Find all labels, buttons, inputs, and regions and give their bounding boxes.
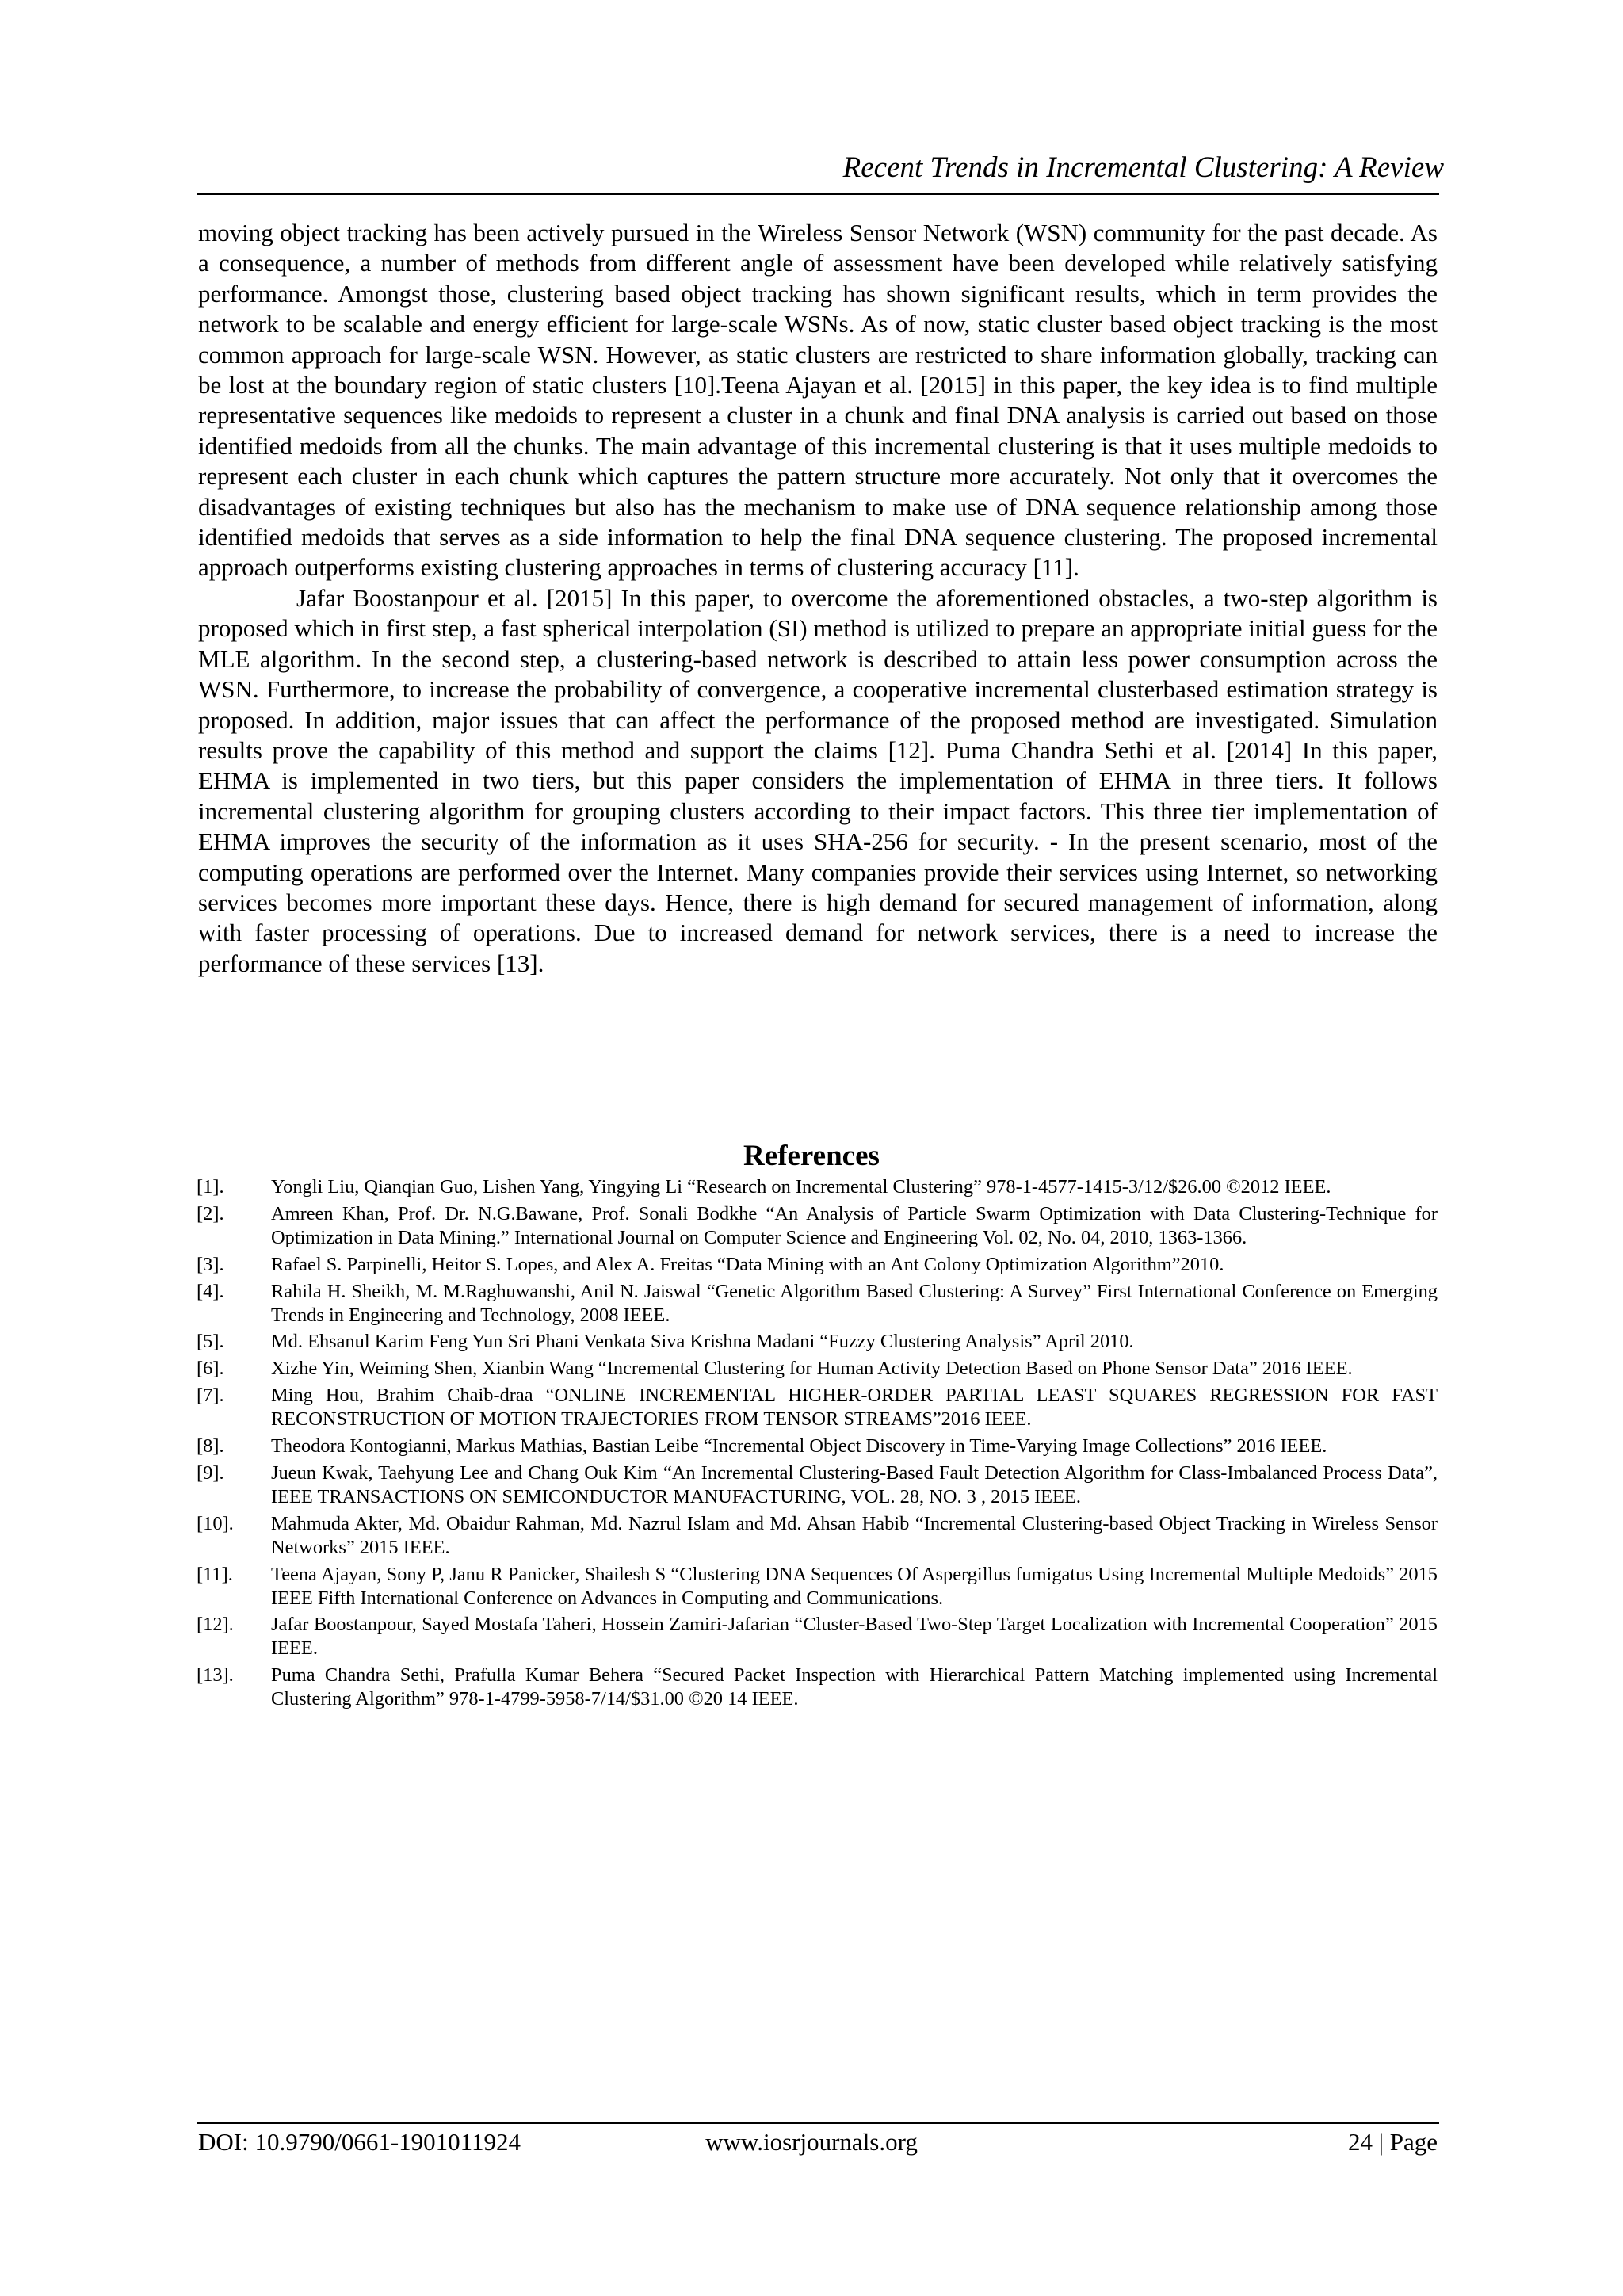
reference-item <box>197 1613 1438 1660</box>
references-heading: References <box>743 1140 880 1172</box>
reference-item <box>197 1664 1438 1711</box>
body-paragraph: moving object tracking has been actively pursued in the Wireless Sensor Network (WSN) community for the past decade. As a consequence, a number of methods from different angle of assessment have been developed while relatively satisfying performance. Amongst those, clustering based object tracking has shown significant results, which in term provides the network to be scalable and energy efficient for large-scale WSNs. As of now, static cluster based object tracking is the most common approach for large-scale WSN. However, as static clusters are restricted to share information globally, tracking can be lost at the boundary region of static clusters [10].Teena Ajayan et al. [2015] in this paper, the key idea is to find multiple representative sequences like medoids to represent a cluster in a chunk and final DNA analysis is carried out based on those identified medoids from all the chunks. The main advantage of this incremental clustering is that it uses multiple medoids to represent each cluster in each chunk which captures the pattern structure more accurately. Not only that it overcomes the disadvantages of existing techniques but also has the mechanism to make use of DNA sequence relationship among those identified medoids that serves as a side information to help the final DNA sequence clustering. The proposed incremental approach outperforms existing clustering approaches in terms of clustering accuracy [11]. <box>198 219 1438 582</box>
reference-item <box>197 1280 1438 1328</box>
reference-item <box>197 1175 1438 1199</box>
reference-number: [6]. <box>197 1358 224 1380</box>
reference-item <box>197 1512 1438 1560</box>
reference-number: [4]. <box>197 1280 224 1302</box>
reference-number: [8]. <box>197 1435 224 1457</box>
reference-number: [2]. <box>197 1202 224 1224</box>
reference-text: Jueun Kwak, Taehyung Lee and Chang Ouk Kim “An Incremental Clustering-Based Fault Detection Algorithm for Class-Imbalanced Process Data”, IEEE TRANSACTIONS ON SEMICONDUCTOR MANUFACTURING, VOL. 28, NO. 3 , 2015 IEEE. <box>271 1461 1438 1507</box>
reference-item <box>197 1330 1438 1354</box>
reference-text: Amreen Khan, Prof. Dr. N.G.Bawane, Prof. Sonali Bodkhe “An Analysis of Particle Swarm Optimization with Data Clustering-Technique for Optimization in Data Mining.” International Journal on Computer Science and Engineering Vol. 02, No. 04, 2010, 1363-1366. <box>271 1202 1438 1248</box>
reference-number: [3]. <box>197 1253 224 1275</box>
reference-text: Rahila H. Sheikh, M. M.Raghuwanshi, Anil N. Jaiswal “Genetic Algorithm Based Clustering: A Survey” First International Conference on Emerging Trends in Engineering and Technology, 2008 IEEE. <box>271 1280 1438 1326</box>
reference-text: Jafar Boostanpour, Sayed Mostafa Taheri, Hossein Zamiri-Jafarian “Cluster-Based Two-Step Target Localization with Incremental Cooperation” 2015 IEEE. <box>271 1614 1438 1660</box>
footer-rule <box>197 2122 1439 2124</box>
reference-number: [12]. <box>197 1614 234 1636</box>
footer-page-number: 24 | Page <box>1348 2128 1438 2156</box>
reference-number: [7]. <box>197 1385 224 1407</box>
reference-item <box>197 1563 1438 1610</box>
reference-item <box>197 1357 1438 1381</box>
reference-item <box>197 1435 1438 1458</box>
body-paragraph: Jafar Boostanpour et al. [2015] In this paper, to overcome the aforementioned obstacles, a two-step algorithm is proposed which in first step, a fast spherical interpolation (SI) method is utilized to prepare an appropriate initial guess for the MLE algorithm. In the second step, a clustering-based network is described to attain less power consumption across the WSN. Furthermore, to increase the probability of convergence, a cooperative incremental clusterbased estimation strategy is proposed. In addition, major issues that can affect the performance of the proposed method are investigated. Simulation results prove the capability of this method and support the claims [12]. Puma Chandra Sethi et al. [2014] In this paper, EHMA is implemented in two tiers, but this paper considers the implementation of EHMA in three tiers. It follows incremental clustering algorithm for grouping clusters according to their impact factors. This three tier implementation of EHMA improves the security of the information as it uses SHA-256 for security. - In the present scenario, most of the computing operations are performed over the Internet. Many companies provide their services using Internet, so networking services becomes more important these days. Hence, there is high demand for secured management of information, along with faster processing of operations. Due to increased demand for network services, there is a need to increase the performance of these services [13]. <box>198 583 1438 977</box>
reference-text: Xizhe Yin, Weiming Shen, Xianbin Wang “Incremental Clustering for Human Activity Detection Based on Phone Sensor Data” 2016 IEEE. <box>271 1358 1353 1380</box>
reference-text: Puma Chandra Sethi, Prafulla Kumar Behera “Secured Packet Inspection with Hierarchical Pattern Matching implemented using Incremental Clustering Algorithm” 978-1-4799-5958-7/14/$31.00 ©20 14 IEEE. <box>271 1664 1438 1710</box>
reference-text: Mahmuda Akter, Md. Obaidur Rahman, Md. Nazrul Islam and Md. Ahsan Habib “Incremental Clustering-based Object Tracking in Wireless Sensor Networks” 2015 IEEE. <box>271 1512 1438 1558</box>
reference-item <box>197 1253 1438 1277</box>
header-rule <box>197 193 1439 195</box>
reference-number: [13]. <box>197 1664 234 1687</box>
reference-number: [10]. <box>197 1512 234 1534</box>
reference-text: Theodora Kontogianni, Markus Mathias, Bastian Leibe “Incremental Object Discovery in Time-Varying Image Collections” 2016 IEEE. <box>271 1435 1327 1457</box>
reference-number: [9]. <box>197 1461 224 1484</box>
footer-website: www.iosrjournals.org <box>705 2128 918 2156</box>
reference-item <box>197 1384 1438 1431</box>
footer-doi: DOI: 10.9790/0661-1901011924 <box>198 2128 521 2156</box>
reference-text: Md. Ehsanul Karim Feng Yun Sri Phani Venkata Siva Krishna Madani “Fuzzy Clustering Analysis” April 2010. <box>271 1331 1134 1353</box>
reference-number: [5]. <box>197 1331 224 1353</box>
reference-number: [11]. <box>197 1563 233 1585</box>
reference-item <box>197 1461 1438 1509</box>
reference-text: Rafael S. Parpinelli, Heitor S. Lopes, and Alex A. Freitas “Data Mining with an Ant Colony Optimization Algorithm”2010. <box>271 1253 1224 1275</box>
reference-item <box>197 1202 1438 1250</box>
reference-number: [1]. <box>197 1176 224 1198</box>
reference-text: Teena Ajayan, Sony P, Janu R Panicker, Shailesh S “Clustering DNA Sequences Of Aspergillus fumigatus Using Incremental Multiple Medoids” 2015 IEEE Fifth International Conference on Advances in Computing and Communications. <box>271 1563 1438 1609</box>
references-list <box>197 1175 1438 1714</box>
body-text <box>198 218 1438 979</box>
running-header-title: Recent Trends in Incremental Clustering: A Review <box>842 151 1444 184</box>
reference-text: Ming Hou, Brahim Chaib-draa “ONLINE INCREMENTAL HIGHER-ORDER PARTIAL LEAST SQUARES REGRESSION FOR FAST RECONSTRUCTION OF MOTION TRAJECTORIES FROM TENSOR STREAMS”2016 IEEE. <box>271 1385 1438 1431</box>
reference-text: Yongli Liu, Qianqian Guo, Lishen Yang, Yingying Li “Research on Incremental Clustering” 978-1-4577-1415-3/12/$26.00 ©2012 IEEE. <box>271 1176 1331 1198</box>
